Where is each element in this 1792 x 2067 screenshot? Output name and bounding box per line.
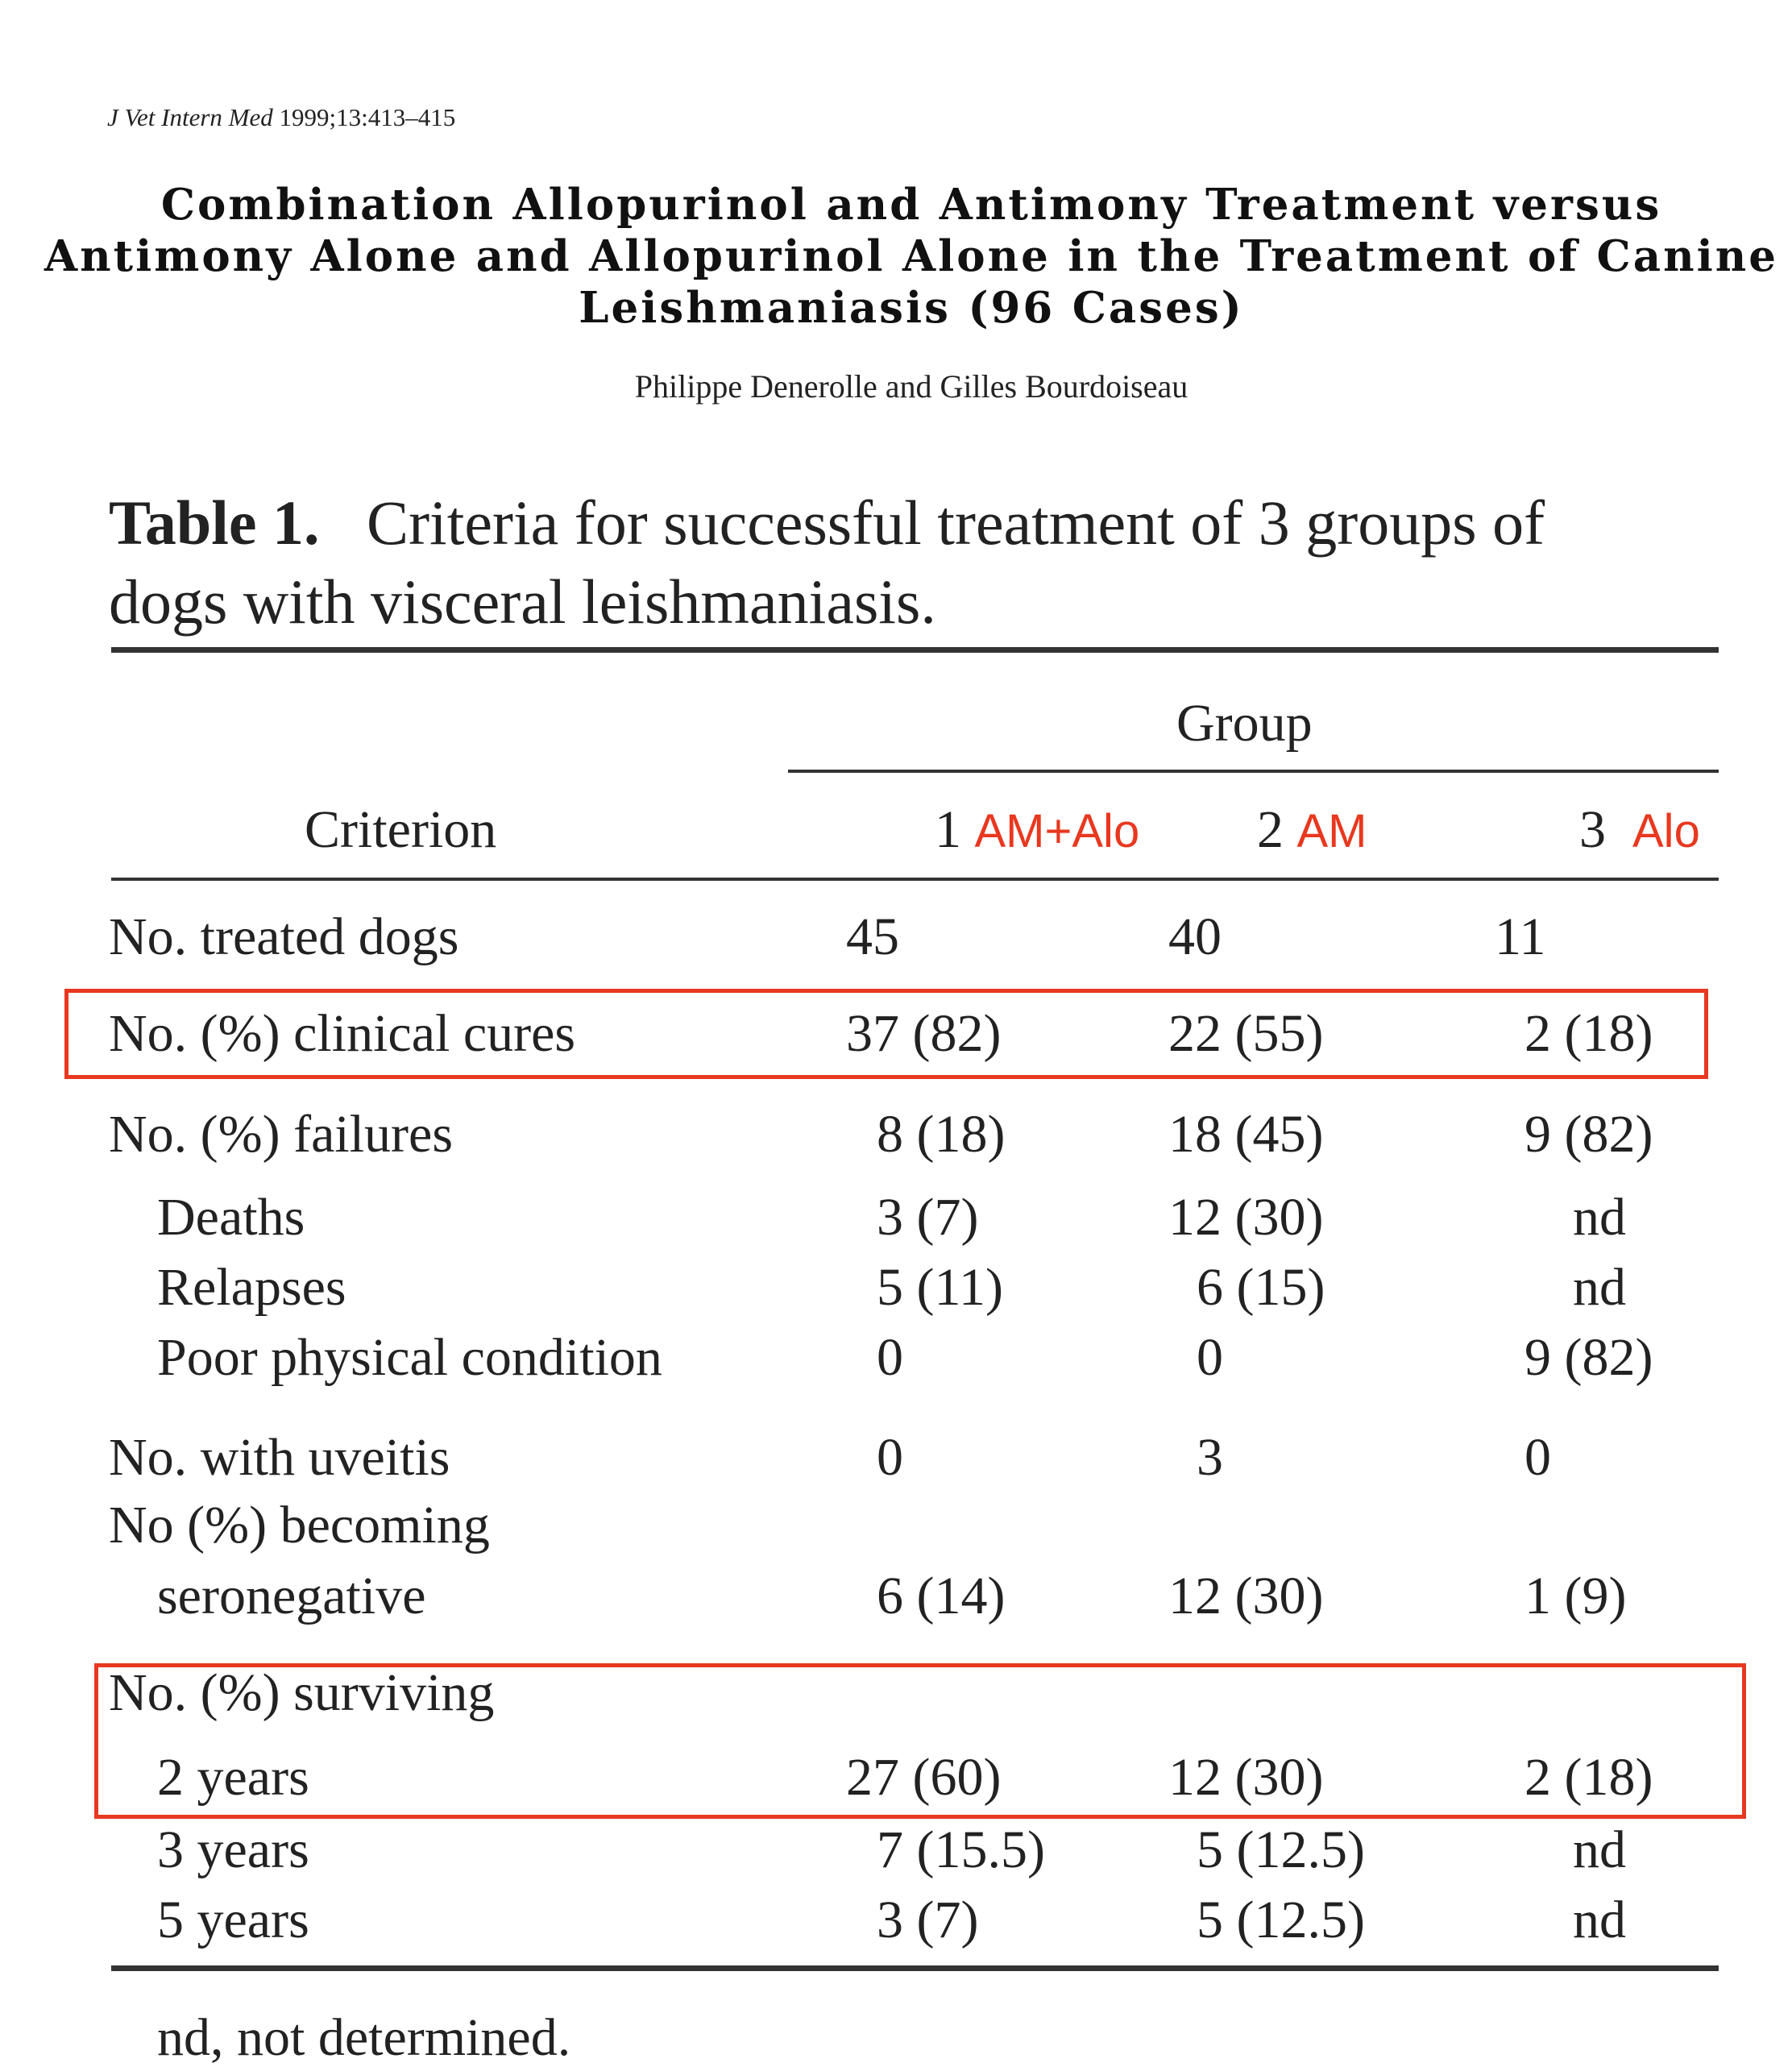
group-1-value: 37 (82) (846, 1004, 1002, 1063)
title-line-3: Leishmaniasis (96 Cases) (579, 283, 1244, 333)
row-label: No. (%) surviving (109, 1663, 495, 1722)
group-2-annotation: AM (1296, 805, 1367, 857)
group-3-value: 2 (18) (1524, 1004, 1653, 1063)
table-caption (109, 484, 1545, 637)
group-2-value: 12 (30) (1168, 1748, 1324, 1807)
group-3-number: 3 (1579, 800, 1606, 859)
group-3-value: nd (1573, 1820, 1626, 1879)
table-row (0, 1891, 1792, 1949)
highlight-box-clinical-cures (64, 989, 1708, 1079)
group-1-value: 7 (15.5) (877, 1820, 1045, 1879)
column-header-group-2 (1257, 800, 1367, 859)
row-label: No. treated dogs (109, 907, 459, 966)
group-1-value: 6 (14) (877, 1567, 1006, 1625)
group-3-value: 0 (1524, 1428, 1551, 1487)
table-row (0, 1105, 1792, 1164)
row-label: Relapses (157, 1258, 346, 1317)
group-1-value: 0 (877, 1328, 903, 1387)
table-row (0, 1496, 1792, 1554)
table-row (0, 1188, 1792, 1247)
journal-citation (107, 103, 455, 132)
journal-name: J Vet Intern Med (107, 103, 273, 131)
row-label: No (%) becoming (109, 1496, 490, 1554)
table-row (0, 1428, 1792, 1487)
group-1-value: 27 (60) (846, 1748, 1002, 1807)
row-label: Poor physical condition (157, 1328, 662, 1387)
row-label: 2 years (157, 1748, 309, 1807)
article-title (0, 179, 1792, 334)
group-2-number: 2 (1257, 800, 1284, 859)
row-label: 5 years (157, 1891, 309, 1949)
group-2-value: 5 (12.5) (1197, 1891, 1365, 1949)
group-1-number: 1 (935, 800, 961, 859)
group-2-value: 12 (30) (1168, 1188, 1324, 1247)
title-line-2: Antimony Alone and Allopurinol Alone in the Treatment of Canine (44, 231, 1779, 281)
table-row (0, 1567, 1792, 1625)
row-label: No. (%) clinical cures (109, 1004, 576, 1063)
group-2-value: 40 (1168, 907, 1222, 966)
table-header-row (0, 800, 1792, 859)
table-row (0, 1258, 1792, 1317)
group-1-annotation: AM+Alo (974, 805, 1140, 857)
row-label: seronegative (157, 1567, 426, 1625)
table-caption-line-2: dogs with visceral leishmaniasis. (109, 567, 936, 637)
table-row (0, 907, 1792, 966)
table-footnote: nd, not determined. (157, 2008, 571, 2067)
group-2-value: 3 (1197, 1428, 1223, 1487)
table-bottom-rule (111, 1965, 1719, 1971)
group-2-value: 6 (15) (1197, 1258, 1325, 1317)
highlight-box-surviving-2-years (94, 1663, 1746, 1819)
group-header: Group (1176, 694, 1313, 753)
article-authors: Philippe Denerolle and Gilles Bourdoiseau (634, 368, 1188, 405)
group-2-value: 0 (1197, 1328, 1223, 1387)
group-2-value: 18 (45) (1168, 1105, 1324, 1164)
group-1-value: 5 (11) (877, 1258, 1004, 1317)
group-2-value: 22 (55) (1168, 1004, 1324, 1063)
group-3-annotation: Alo (1632, 805, 1700, 857)
table-row (0, 1820, 1792, 1879)
table-top-rule (111, 647, 1719, 653)
column-header-group-1 (935, 800, 1140, 859)
group-1-value: 8 (18) (877, 1105, 1006, 1164)
header-bottom-rule (111, 878, 1719, 881)
group-3-value: 2 (18) (1524, 1748, 1653, 1807)
row-label: No. with uveitis (109, 1428, 450, 1487)
row-label: No. (%) failures (109, 1105, 454, 1164)
group-3-value: nd (1573, 1188, 1626, 1247)
group-2-value: 5 (12.5) (1197, 1820, 1365, 1879)
group-1-value: 3 (7) (877, 1188, 979, 1247)
group-1-value: 0 (877, 1428, 903, 1487)
journal-volume-pages: 1999;13:413–415 (279, 103, 456, 131)
title-line-1: Combination Allopurinol and Antimony Treatment versus (160, 180, 1662, 230)
criterion-header: Criterion (305, 800, 497, 859)
row-label: 3 years (157, 1820, 309, 1879)
group-2-value: 12 (30) (1168, 1567, 1324, 1625)
group-3-value: nd (1573, 1891, 1626, 1949)
table-row (0, 1328, 1792, 1387)
group-3-value: 9 (82) (1524, 1328, 1653, 1387)
group-1-value: 3 (7) (877, 1891, 979, 1949)
group-3-value: nd (1573, 1258, 1626, 1317)
table-caption-line-1: Criteria for successful treatment of 3 groups of (367, 488, 1545, 558)
group-underline-rule (788, 770, 1719, 773)
column-header-group-3 (1579, 800, 1700, 859)
group-3-value: 9 (82) (1524, 1105, 1653, 1164)
row-label: Deaths (157, 1188, 305, 1247)
group-1-value: 45 (846, 907, 899, 966)
group-3-value: 11 (1495, 907, 1546, 966)
group-3-value: 1 (9) (1524, 1567, 1627, 1625)
table-label: Table 1. (109, 488, 320, 558)
